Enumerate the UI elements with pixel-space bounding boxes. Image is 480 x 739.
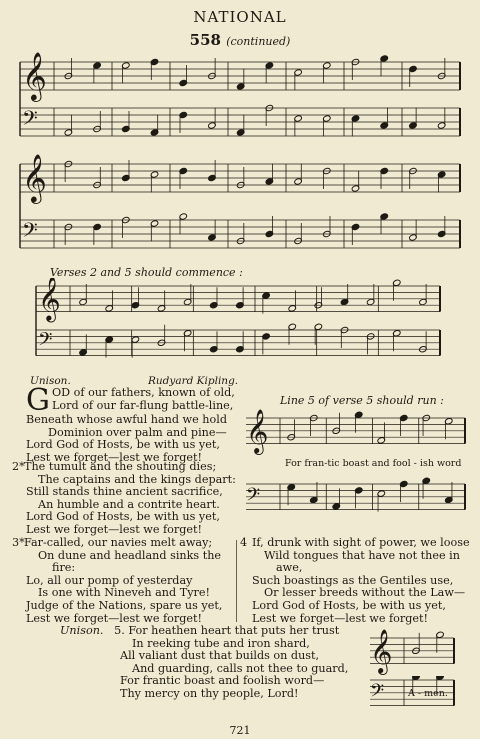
- verse-number: 3*: [12, 536, 25, 549]
- section-title: NATIONAL: [193, 8, 287, 26]
- treble-clef-icon: 𝄞: [246, 409, 269, 453]
- verse-line: Lo, all our pomp of yesterday: [26, 573, 193, 587]
- verse-4: [240, 537, 476, 625]
- treble-clef-icon: 𝄞: [22, 51, 47, 100]
- bass-clef-icon: 𝄢: [22, 106, 38, 135]
- author: Rudyard Kipling.: [148, 375, 239, 387]
- verse-line: Lord God of Hosts, be with us yet,: [26, 438, 220, 452]
- line5-lyric: For fran-tic boast and fool - ish word: [285, 458, 462, 469]
- verse-line: Lest we forget—lest we forget!: [26, 450, 203, 464]
- bass-clef-icon: 𝄢: [246, 485, 261, 510]
- hymn-number: [0, 31, 480, 49]
- verse-line: Lest we forget—lest we forget!: [26, 522, 203, 536]
- verse-number: 4: [240, 536, 248, 549]
- verse-number: 5.: [114, 624, 125, 637]
- verse-number: 2*: [12, 460, 25, 473]
- verse-5: [60, 625, 370, 701]
- column-divider: [236, 540, 237, 622]
- verse-line: The tumult and the shouting dies;: [24, 460, 217, 473]
- verse-line: Thy mercy on thy people, Lord!: [120, 686, 299, 700]
- verse-line: Lord God of Hosts, be with us yet,: [26, 510, 220, 524]
- unison-label: Unison.: [30, 375, 71, 387]
- verse-line: Lest we forget—lest we forget!: [26, 611, 203, 625]
- verse-line: OD of our fathers, known of old,: [51, 386, 235, 399]
- verse-line: If, drunk with sight of power, we loose: [252, 536, 470, 549]
- verse-line: Beneath whose awful hand we hold: [26, 413, 227, 426]
- line5-note: Line 5 of verse 5 should run :: [280, 394, 444, 407]
- music-system-3: [0, 278, 480, 370]
- unison-label: Unison.: [60, 624, 104, 637]
- verse-line: Lord of our far-flung battle-line,: [51, 398, 234, 412]
- verse-line: All valiant dust that builds on dust,: [120, 649, 320, 663]
- treble-clef-icon: 𝄞: [22, 153, 47, 202]
- verse-line: Lord God of Hosts, be with us yet,: [252, 598, 446, 612]
- page-number: 721: [229, 724, 251, 737]
- verse-line: Wild tongues that have not thee in: [264, 548, 460, 562]
- verse-line: For heathen heart that puts her trust: [128, 624, 340, 637]
- bass-clef-icon: 𝄢: [38, 329, 53, 356]
- verse-line: Still stands thine ancient sacrifice,: [26, 485, 223, 499]
- verse-line: An humble and a contrite heart.: [38, 497, 220, 511]
- verse-line: The captains and the kings depart:: [38, 472, 236, 486]
- verse-line: In reeking tube and iron shard,: [132, 636, 310, 650]
- music-line5-treble: [240, 408, 470, 456]
- verse-line: awe,: [276, 561, 303, 575]
- verse-2: [12, 461, 252, 537]
- verse-line: For frantic boast and foolish word—: [120, 674, 325, 688]
- verse-1: [26, 383, 269, 464]
- verse-line: Such boastings as the Gentiles use,: [252, 573, 454, 587]
- verse-line: Or lesser breeds without the Law—: [264, 586, 466, 600]
- music-amen-treble: [368, 628, 458, 676]
- verses-commence-note: Verses 2 and 5 should commence :: [50, 266, 243, 279]
- bass-clef-icon: 𝄢: [22, 218, 38, 247]
- music-system-1: [0, 50, 480, 150]
- verse-line: Is one with Nineveh and Tyre!: [38, 586, 210, 600]
- verse-line: And guarding, calls not thee to guard,: [132, 661, 349, 675]
- music-line5-bass: [240, 470, 470, 520]
- verse-line: Lest we forget—lest we forget!: [252, 611, 429, 625]
- bass-clef-icon: 𝄢: [370, 681, 385, 706]
- music-amen-bass: [368, 676, 458, 710]
- verse-3: [12, 537, 244, 625]
- verse-line: Far-called, our navies melt away;: [24, 536, 213, 549]
- continued-label: (continued): [226, 35, 291, 48]
- music-system-2: [0, 152, 480, 264]
- verse-line: On dune and headland sinks the: [38, 548, 222, 562]
- treble-clef-icon: 𝄞: [38, 278, 61, 322]
- verse-line: Judge of the Nations, spare us yet,: [26, 598, 223, 612]
- amen-lyric: A - men.: [408, 688, 448, 699]
- drop-cap: G: [26, 383, 50, 418]
- verse-line: Dominion over palm and pine—: [48, 425, 227, 439]
- verse-line: fire:: [52, 561, 76, 575]
- hymn-number-value: 558: [189, 31, 221, 49]
- treble-clef-icon: 𝄞: [370, 629, 393, 673]
